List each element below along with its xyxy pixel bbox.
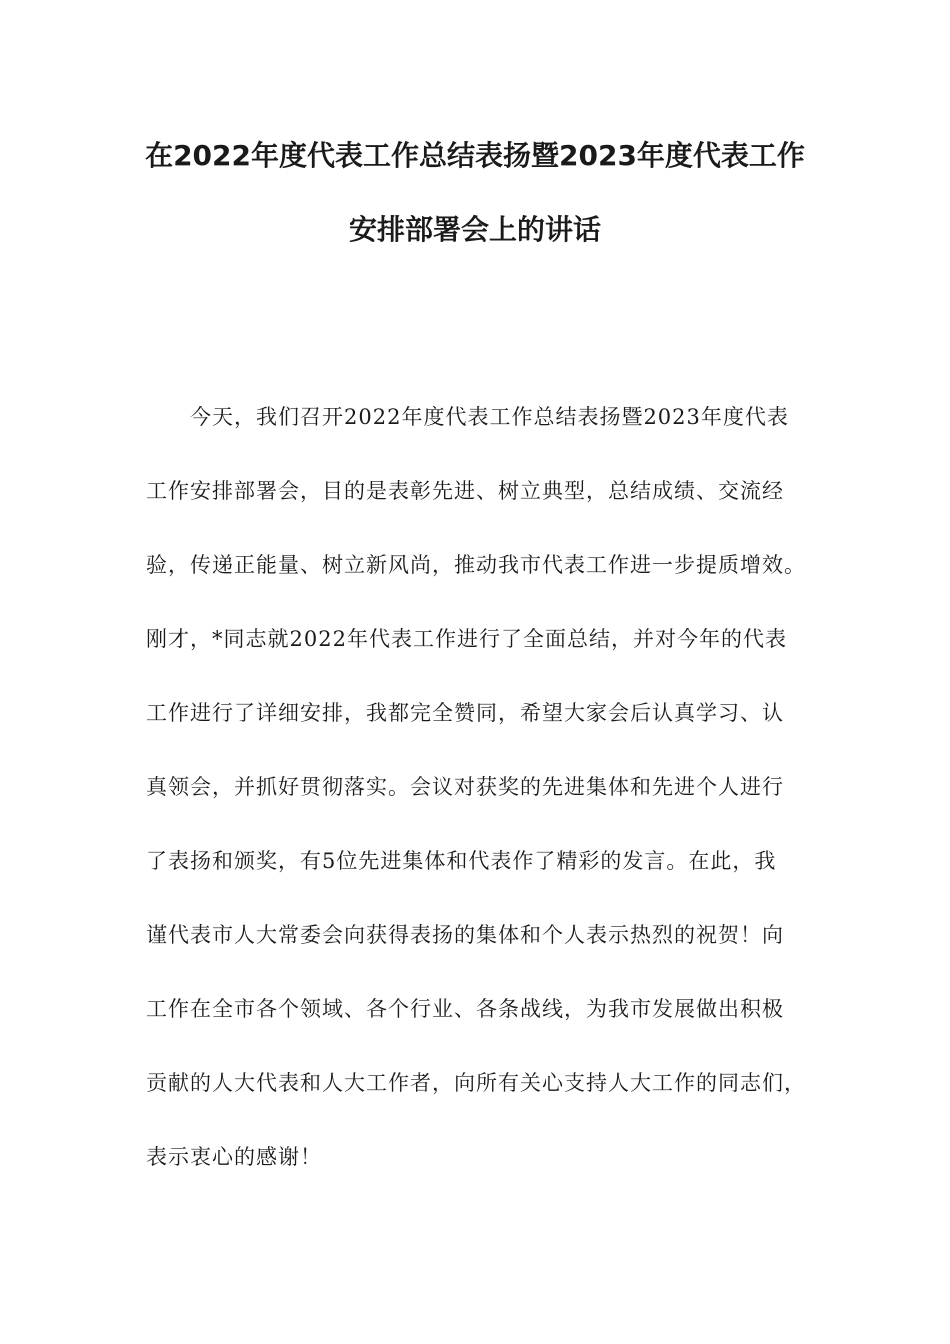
body-line-5: 工作进行了详细安排，我都完全赞同，希望大家会后认真学习、认 bbox=[146, 701, 784, 725]
body-paragraph bbox=[146, 380, 806, 1194]
body-line-7: 了表扬和颁奖，有5位先进集体和代表作了精彩的发言。在此，我 bbox=[146, 849, 777, 873]
body-line-3: 验，传递正能量、树立新风尚，推动我市代表工作进一步提质增效。 bbox=[146, 553, 806, 577]
body-line-1: 今天，我们召开2022年度代表工作总结表扬暨2023年度代表 bbox=[190, 405, 789, 429]
body-line-10: 贡献的人大代表和人大工作者，向所有关心支持人大工作的同志们， bbox=[146, 1071, 806, 1095]
title-line-1: 在2022年度代表工作总结表扬暨2023年度代表工作 bbox=[145, 139, 805, 172]
body-line-6: 真领会，并抓好贯彻落实。会议对获奖的先进集体和先进个人进行 bbox=[146, 775, 784, 799]
body-line-2: 工作安排部署会，目的是表彰先进、树立典型，总结成绩、交流经 bbox=[146, 479, 784, 503]
body-line-9: 工作在全市各个领域、各个行业、各条战线，为我市发展做出积极 bbox=[146, 997, 784, 1021]
title-line-2: 安排部署会上的讲话 bbox=[348, 213, 601, 246]
body-line-8: 谨代表市人大常委会向获得表扬的集体和个人表示热烈的祝贺！向 bbox=[146, 923, 784, 947]
body-line-4: 刚才，*同志就2022年代表工作进行了全面总结，并对今年的代表 bbox=[146, 627, 787, 651]
body-line-11: 表示衷心的感谢！ bbox=[146, 1145, 322, 1169]
